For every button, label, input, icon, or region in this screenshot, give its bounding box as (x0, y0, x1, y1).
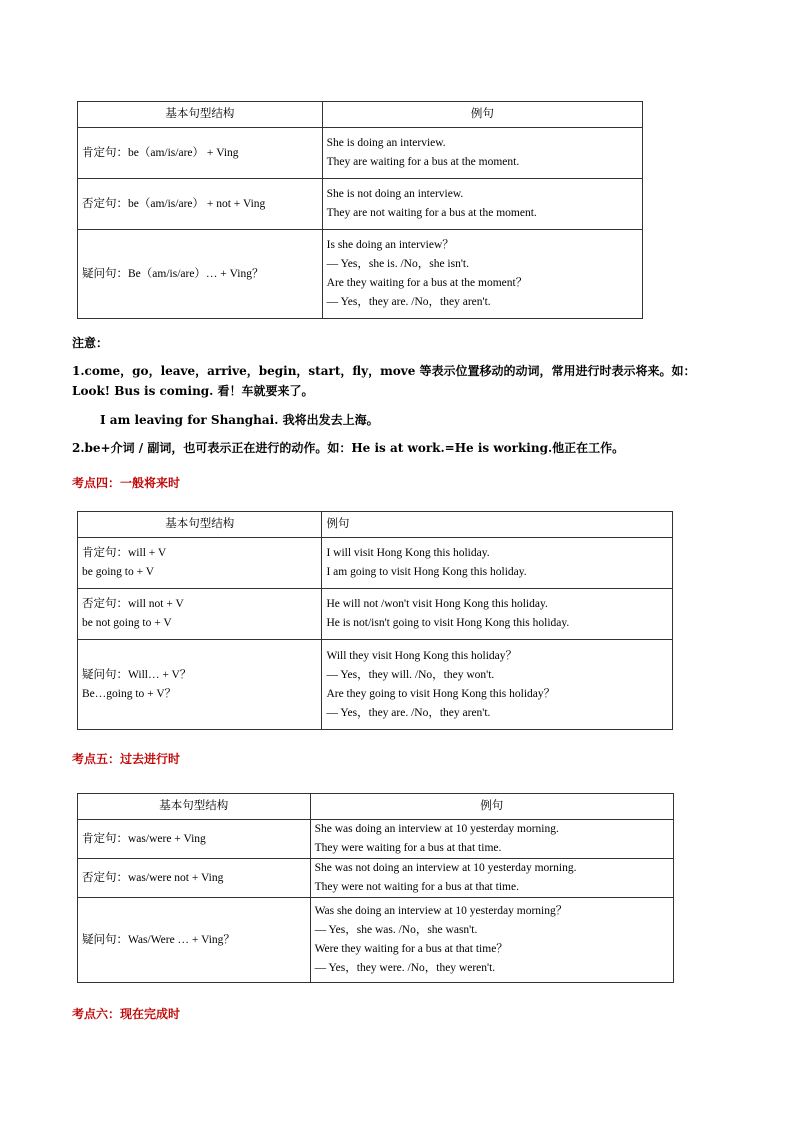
note-label: 注意： (72, 336, 109, 350)
example-cell: Will they visit Hong Kong this holiday？ — Yes，they will. /No，they won't. Are they going to visit Hong Kong this holiday？ — Yes，they are. /No，they aren't. (322, 640, 673, 730)
structure-header: 基本句型结构 (78, 102, 323, 128)
section-heading-past-continuous: 考点五：过去进行时 (72, 752, 181, 766)
note-1-line-3: I am leaving for Shanghai. 我将出发去上海。 (100, 413, 379, 427)
structure-cell: 否定句：will not + V be not going to + V (78, 589, 322, 640)
note-2: 2.be+介词 / 副词，也可表示正在进行的动作。如：He is at work.=He is working.他正在工作。 (72, 441, 625, 455)
table-row (78, 230, 643, 319)
table-row (78, 640, 673, 730)
structure-cell: 疑问句：Was/Were … + Ving？ (78, 898, 311, 983)
example-cell: She was not doing an interview at 10 yesterday morning. They were not waiting for a bus at that time. (310, 859, 673, 898)
note-1-line-1: 1.come，go，leave，arrive，begin，start，fly，move 等表示位置移动的动词，常用进行时表示将来。如： (72, 364, 696, 378)
table-header-row (78, 512, 673, 538)
structure-cell: 疑问句：Will… + V？ Be…going to + V？ (78, 640, 322, 730)
structure-cell: 肯定句：will + V be going to + V (78, 538, 322, 589)
table-header-row (78, 794, 674, 820)
structure-cell: 否定句：be（am/is/are） + not + Ving (78, 179, 323, 230)
table-row (78, 538, 673, 589)
table-row (78, 820, 674, 859)
table-header-row (78, 102, 643, 128)
structure-header: 基本句型结构 (78, 794, 311, 820)
example-header: 例句 (310, 794, 673, 820)
example-cell: She is doing an interview. They are waiting for a bus at the moment. (322, 128, 642, 179)
present-continuous-table (77, 101, 643, 319)
table-row (78, 179, 643, 230)
structure-cell: 肯定句：was/were + Ving (78, 820, 311, 859)
example-cell: Was she doing an interview at 10 yesterday morning？ — Yes，she was. /No，she wasn't. Were they waiting for a bus at that time？ — Yes，they were. /No，they weren't. (310, 898, 673, 983)
section-heading-present-perfect: 考点六：现在完成时 (72, 1007, 181, 1021)
example-cell: She is not doing an interview. They are not waiting for a bus at the moment. (322, 179, 642, 230)
example-cell: Is she doing an interview？ — Yes，she is. /No，she isn't. Are they waiting for a bus at the moment？ — Yes，they are. /No，they aren't. (322, 230, 642, 319)
note-1-line-2: Look! Bus is coming. 看！车就要来了。 (72, 384, 314, 398)
table-row (78, 589, 673, 640)
structure-cell: 否定句：was/were not + Ving (78, 859, 311, 898)
structure-header: 基本句型结构 (78, 512, 322, 538)
example-cell: She was doing an interview at 10 yesterday morning. They were waiting for a bus at that time. (310, 820, 673, 859)
table-row (78, 128, 643, 179)
example-cell: I will visit Hong Kong this holiday. I am going to visit Hong Kong this holiday. (322, 538, 673, 589)
structure-cell: 疑问句：Be（am/is/are）… + Ving？ (78, 230, 323, 319)
table-row (78, 898, 674, 983)
example-cell: He will not /won't visit Hong Kong this holiday. He is not/isn't going to visit Hong Kong this holiday. (322, 589, 673, 640)
example-header: 例句 (322, 102, 642, 128)
simple-future-table (77, 511, 673, 730)
section-heading-future: 考点四：一般将来时 (72, 476, 181, 490)
table-row (78, 859, 674, 898)
structure-cell: 肯定句：be（am/is/are） + Ving (78, 128, 323, 179)
example-header: 例句 (322, 512, 673, 538)
past-continuous-table (77, 793, 674, 983)
